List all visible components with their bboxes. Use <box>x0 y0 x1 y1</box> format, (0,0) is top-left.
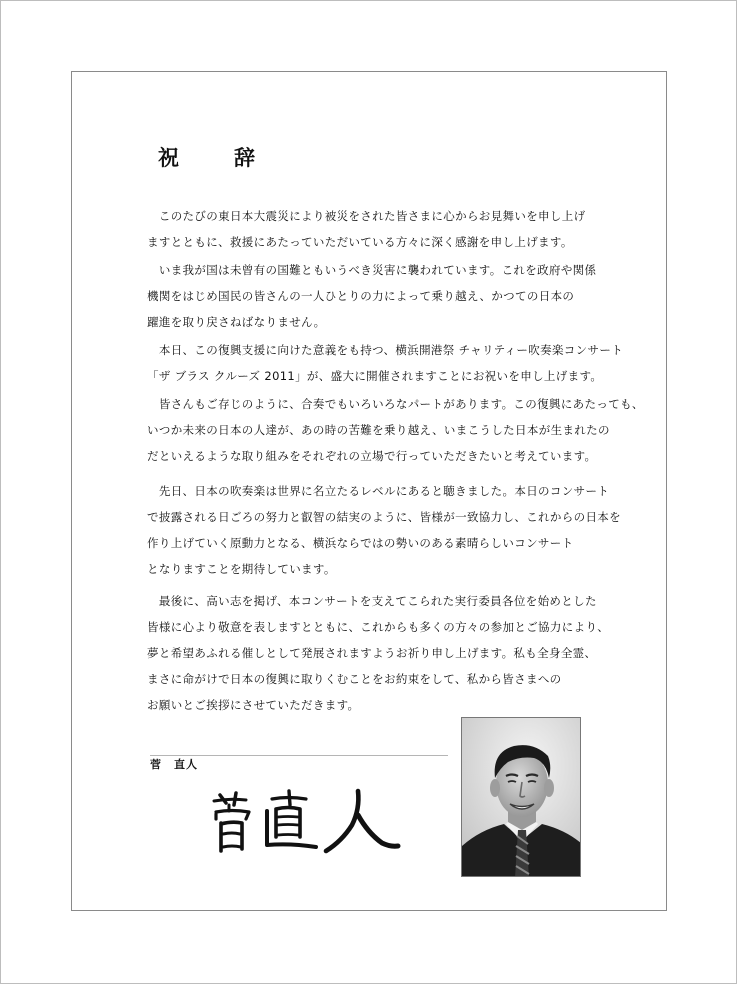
paragraph-condolence <box>147 203 593 255</box>
paragraph-line: 先日、日本の吹奏楽は世界に名立たるレベルにあると聴きました。本日のコンサート <box>147 484 610 498</box>
paragraph-line: 「ザ ブラス クルーズ 2011」が、盛大に開催されますことにお祝いを申し上げます。 <box>147 369 603 383</box>
paragraph-line: 機関をはじめ国民の皆さんの一人ひとりの力によって乗り越え、かつての日本の <box>147 289 575 303</box>
author-name: 菅 直人 <box>150 758 198 771</box>
paragraph-line: となりますことを期待しています。 <box>147 562 336 576</box>
portrait-photo-image <box>462 718 581 877</box>
paragraph-national-crisis <box>147 257 597 335</box>
paragraph-concert-congratulations <box>147 337 624 389</box>
paragraph-line: 夢と希望あふれる催しとして発展されますようお祈り申し上げます。私も全身全霊、 <box>147 646 597 660</box>
paragraph-line: お願いとご挨拶にさせていただきます。 <box>147 698 360 712</box>
paragraph-line: だといえるような取り組みをそれぞれの立場で行っていただきたいと考えています。 <box>147 449 597 463</box>
paragraph-line: で披露される日ごろの努力と叡智の結実のように、皆様が一致協力し、これからの日本を <box>147 510 621 524</box>
paragraph-line: ますとともに、救援にあたっていただいている方々に深く感謝を申し上げます。 <box>147 235 573 249</box>
paragraph-line: このたびの東日本大震災により被災をされた皆さまに心からお見舞いを申し上げ <box>147 209 586 223</box>
paragraph-closing <box>147 588 610 718</box>
paragraph-line: 皆様に心より敬意を表しますとともに、これからも多くの方々の参加とご協力により、 <box>147 620 610 634</box>
paragraph-line: 躍進を取り戻さねばなりません。 <box>147 315 326 329</box>
paragraph-line: 最後に、高い志を掲げ、本コンサートを支えてこられた実行委員各位を始めとした <box>147 594 597 608</box>
paragraph-ensemble-parts <box>147 391 644 469</box>
paragraph-line: いま我が国は未曾有の国難ともいうべき災害に襲われています。これを政府や関係 <box>147 263 597 277</box>
author-portrait <box>461 717 581 877</box>
document-title: 祝 辞 <box>158 145 272 170</box>
paragraph-line: 本日、この復興支援に向けた意義をも持つ、横浜開港祭 チャリティー吹奏楽コンサート <box>147 343 624 357</box>
handwritten-signature <box>212 785 402 860</box>
paragraph-brass-band <box>147 478 621 582</box>
paragraph-line: 作り上げていく原動力となる、横浜ならではの勢いのある素晴らしいコンサート <box>147 536 574 550</box>
paragraph-line: 皆さんもご存じのように、合奏でもいろいろなパートがあります。この復興にあたっても、 <box>147 397 644 411</box>
message-body <box>147 203 644 718</box>
paragraph-line: まさに命がけで日本の復興に取りくむことをお約束をして、私から皆さまへの <box>147 672 562 686</box>
paragraph-line: いつか未来の日本の人達が、あの時の苦難を乗り越え、いまこうした日本が生まれたの <box>147 423 610 437</box>
